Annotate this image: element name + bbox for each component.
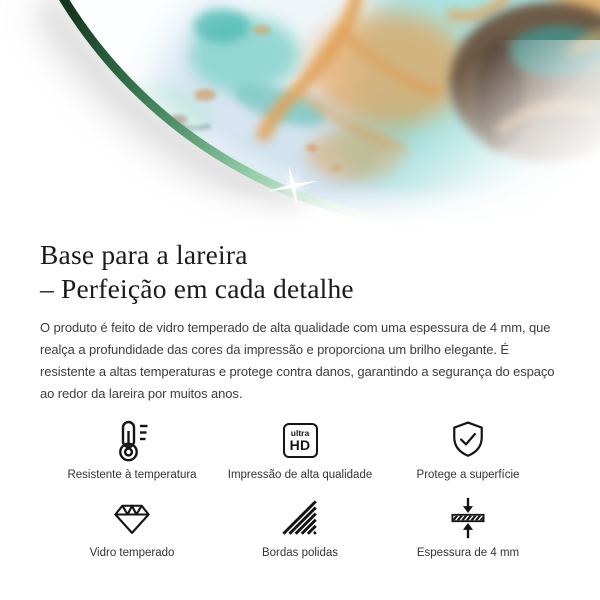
product-description-section xyxy=(0,238,600,559)
product-hero-image xyxy=(0,0,600,232)
feature-label: Impressão de alta qualidade xyxy=(227,469,373,481)
feature-surface-protection xyxy=(384,419,552,481)
title-line-2: – Perfeição em cada detalhe xyxy=(40,273,354,304)
ultra-hd-icon-text-bottom: HD xyxy=(289,437,311,453)
feature-label: Resistente à temperatura xyxy=(67,469,197,481)
title-line-1: Base para a lareira xyxy=(40,239,248,270)
ultra-hd-icon xyxy=(283,419,318,461)
feature-label: Espessura de 4 mm xyxy=(416,547,520,559)
feature-grid xyxy=(48,419,552,559)
feature-polished-edges xyxy=(216,497,384,559)
polished-edges-icon xyxy=(279,497,321,539)
thermometer-icon xyxy=(110,419,154,461)
diamond-icon xyxy=(111,497,153,539)
feature-print-quality xyxy=(216,419,384,481)
feature-temperature-resistant xyxy=(48,419,216,481)
feature-label: Bordas polidas xyxy=(261,547,339,559)
page-title xyxy=(40,238,560,306)
thickness-icon xyxy=(446,497,490,539)
feature-label: Vidro temperado xyxy=(89,547,175,559)
ultra-hd-icon-text-top: ultra xyxy=(290,428,310,438)
feature-tempered-glass xyxy=(48,497,216,559)
product-description-text: O produto é feito de vidro temperado de alta qualidade com uma espessura de 4 mm, que realça a profundidade das cores da impressão e proporciona um brilho elegante. É resistente a altas temperaturas e protege contra danos, garantindo a segurança do espaço ao redor da lareira por muitos anos. xyxy=(40,320,555,401)
feature-label: Protege a superfície xyxy=(416,469,520,481)
shield-check-icon xyxy=(446,419,490,461)
feature-thickness xyxy=(384,497,552,559)
glass-panel-art xyxy=(0,0,600,232)
